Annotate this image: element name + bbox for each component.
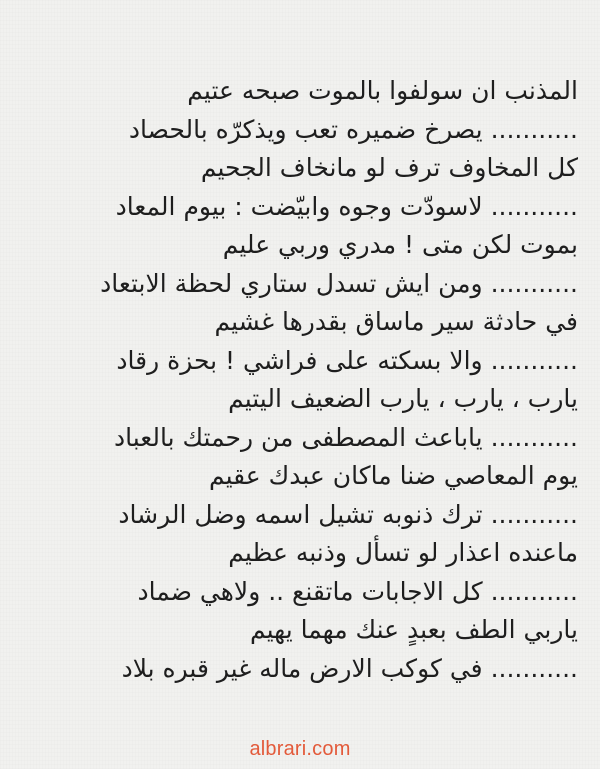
- poem-line: في حادثة سير ماساق بقدرها غشيم: [214, 307, 578, 336]
- poem-line: المذنب ان سولفوا بالموت صبحه عتيم: [187, 76, 578, 105]
- poem-line: يوم المعاصي ضنا ماكان عبدك عقيم: [208, 461, 578, 490]
- poem-line: ........... ياباعث المصطفى من رحمتك بالعباد: [113, 422, 578, 452]
- poem-line: يارب ، يارب ، يارب الضعيف اليتيم: [228, 384, 578, 413]
- poem-line: ........... يصرخ ضميره تعب ويذكرّه بالحصاد: [128, 114, 578, 144]
- poem-line: ماعنده اعذار لو تسأل وذنبه عظيم: [228, 538, 578, 567]
- poem-line: ........... ترك ذنوبه تشيل اسمه وضل الرشاد: [118, 499, 578, 529]
- poem-line: ........... كل الاجابات ماتقنع .. ولاهي ضماد: [137, 576, 578, 606]
- poem-line: ........... والا بسكته على فراشي ! بحزة رقاد: [116, 345, 578, 375]
- poem-line: ........... ومن ايش تسدل ستاري لحظة الابتعاد: [100, 268, 578, 298]
- poem-line: كل المخاوف ترف لو مانخاف الجحيم: [200, 153, 578, 182]
- poem-line: ........... في كوكب الارض ماله غير قبره بلاد: [121, 653, 578, 683]
- site-watermark: albrari.com: [249, 738, 351, 760]
- poem-text: [20, 72, 580, 688]
- poem-line: ياربي الطف بعبدٍ عنك مهما يهيم: [250, 615, 578, 644]
- poem-line: بموت لكن متى ! مدري وربي عليم: [222, 230, 578, 259]
- poem-line: ........... لاسودّت وجوه وابيّضت : بيوم المعاد: [115, 191, 578, 221]
